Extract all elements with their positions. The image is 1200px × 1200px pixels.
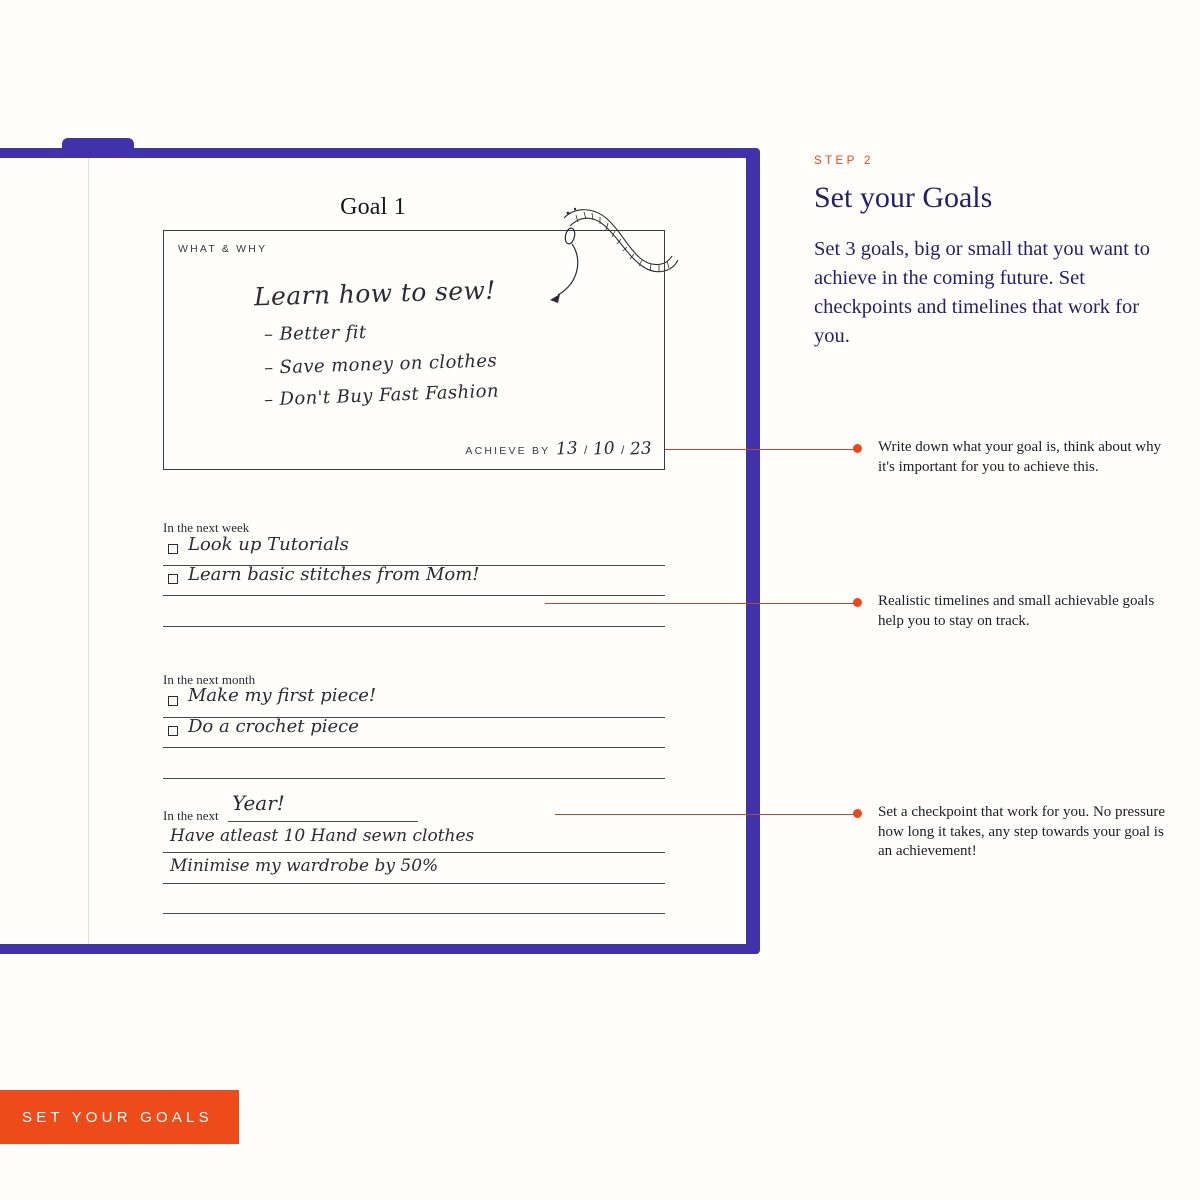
date-separator-1: / [584,443,588,457]
achieve-by-year: 23 [629,438,653,460]
checkbox-month-1[interactable] [168,696,178,706]
section-label-week: In the next week [163,520,250,535]
rule-next-1 [163,852,665,853]
achieve-by-month: 10 [592,438,616,460]
section-label-month: In the next month [163,672,256,687]
callout-leader-line-3 [555,814,855,815]
entry-week-1: Look up Tutorials [188,534,349,555]
rule-next-3 [163,913,665,914]
entry-month-1: Make my first piece! [188,685,377,706]
footer-badge-label: SET YOUR GOALS [22,1108,213,1126]
footer-badge [0,1090,239,1144]
goal-reason-3: – Don't Buy Fast Fashion [263,380,500,411]
rule-period-value [228,821,418,822]
rule-week-3 [163,626,665,627]
right-column [814,155,1166,372]
journal-spread [0,148,760,954]
entry-period-value: Year! [232,791,285,815]
entry-next-2: Minimise my wardrobe by 50% [170,856,439,876]
step-kicker: STEP 2 [814,155,874,167]
rule-next-2 [163,883,665,884]
date-separator-2: / [621,443,625,457]
entry-month-2: Do a crochet piece [188,716,359,737]
callout-text-2: Realistic timelines and small achievable goals help you to stay on track. [878,593,1155,629]
achieve-by-day: 13 [555,438,579,460]
goal-reason-2: – Save money on clothes [263,350,498,379]
callout-text-3: Set a checkpoint that work for you. No pressure how long it takes, any step towards your goal is an achievement! [878,804,1166,859]
callout-text-1: Write down what your goal is, think about why it's important for you to achieve this. [878,439,1162,475]
book-bookmark-tab [62,138,134,154]
page-title: Set your Goals [814,181,993,214]
page-description: Set 3 goals, big or small that you want to achieve in the coming future. Set checkpoints and timelines that work for you. [814,238,1150,348]
callout-leader-line-2 [545,603,855,604]
goal-title: Goal 1 [340,194,406,220]
achieve-by-row [465,439,652,459]
checkbox-week-2[interactable] [168,574,178,584]
what-and-why-box [163,230,665,470]
section-label-next: In the next [163,808,219,823]
checkbox-week-1[interactable] [168,544,178,554]
goal-statement: Learn how to sew! [253,275,497,312]
callout-leader-line-1 [665,449,855,450]
checkbox-month-2[interactable] [168,726,178,736]
page-gutter-line [88,158,89,944]
achieve-by-label: ACHIEVE BY [465,445,551,457]
entry-week-2: Learn basic stitches from Mom! [188,564,480,585]
rule-week-2 [163,595,665,596]
what-and-why-label: WHAT & WHY [178,243,268,255]
goal-reason-1: – Better fit [263,321,367,346]
rule-month-2 [163,747,665,748]
rule-month-3 [163,778,665,779]
entry-next-1: Have atleast 10 Hand sewn clothes [170,826,475,846]
